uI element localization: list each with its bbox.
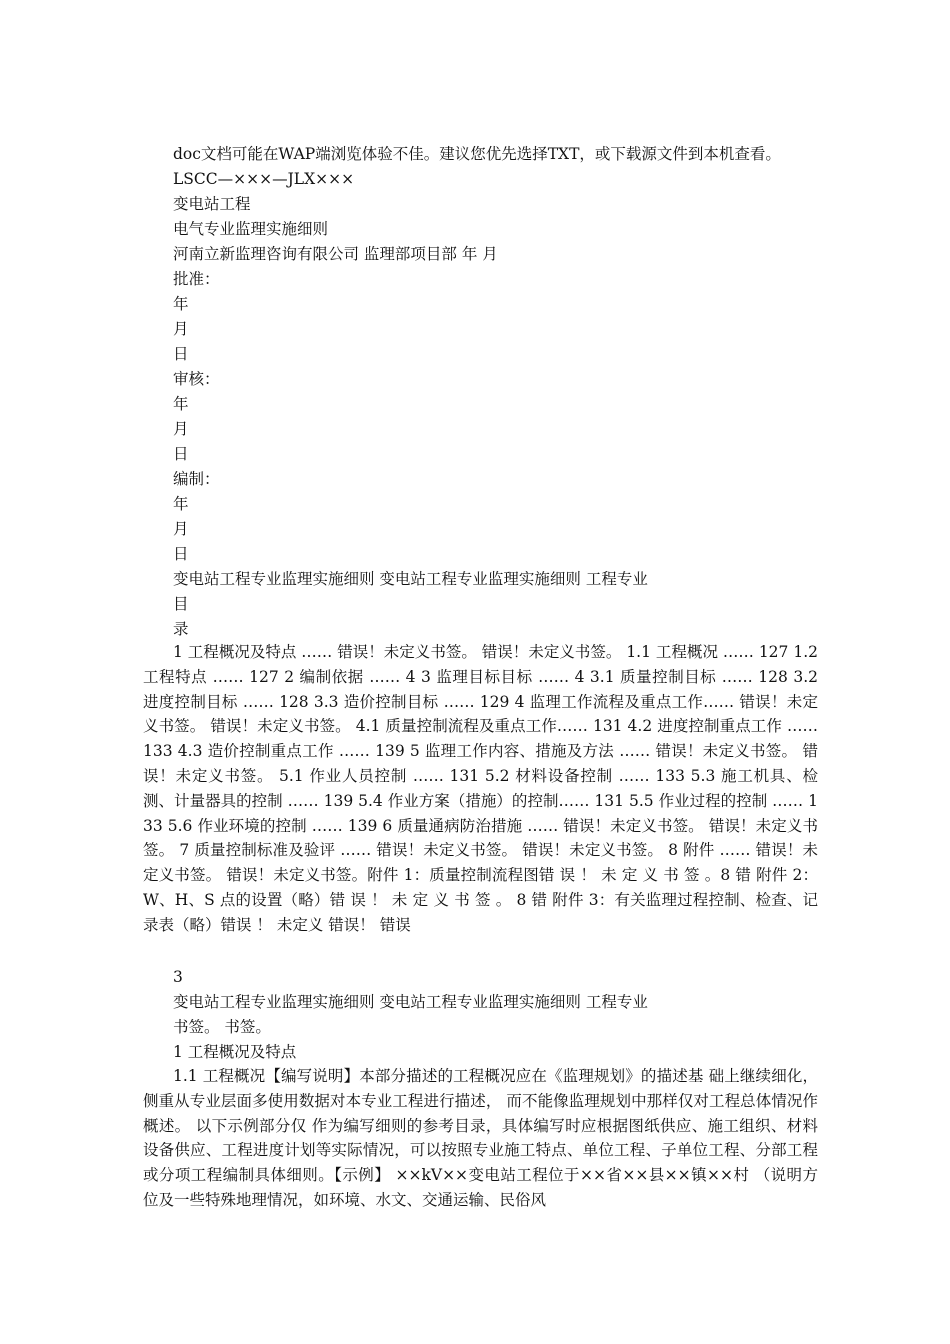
bookmark-fragment: 书签。 书签。 — [173, 1018, 271, 1036]
toc-title-char-2: 录 — [173, 620, 189, 638]
review-label: 审核： — [173, 370, 220, 388]
browse-notice: doc文档可能在WAP端浏览体验不佳。建议您优先选择TXT，或下载源文件到本机查看。 — [173, 145, 781, 163]
company-line: 河南立新监理咨询有限公司 监理部项目部 年 月 — [173, 245, 498, 263]
project-name: 变电站工程 — [173, 195, 251, 213]
document-title: 电气专业监理实施细则 — [173, 220, 329, 238]
approve-day: 日 — [173, 345, 189, 363]
approve-year: 年 — [173, 295, 189, 313]
compile-month: 月 — [173, 520, 189, 538]
running-header: 变电站工程专业监理实施细则 变电站工程专业监理实施细则 工程专业 — [173, 570, 648, 588]
section-heading: 1 工程概况及特点 — [173, 1043, 297, 1061]
section-body: 1.1 工程概况【编写说明】本部分描述的工程概况应在《监理规划》的描述基 础上继续细化，侧重从专业层面多使用数据对本专业工程进行描述， 而不能像监理规划中那样仅对工程总体情况作概述。 以下示例部分仅 作为编写细则的参考目录，具体编写时应根据图纸供应、施工组织、材料设备供应、工程进度计划等实际情况，可以按照专业施工特点、单位工程、子单位工程、分部工程或分项工程编制具体细则。【示例】 ××kV××变电站工程位于××省××县××镇××村 （说明方 位及一些特殊地理情况，如环境、水文、交通运输、民俗风 — [143, 1067, 818, 1209]
running-header-2: 变电站工程专业监理实施细则 变电站工程专业监理实施细则 工程专业 — [173, 993, 648, 1011]
document-code: LSCC—×××—JLX××× — [173, 170, 355, 188]
toc-title-char-1: 目 — [173, 595, 189, 613]
review-month: 月 — [173, 420, 189, 438]
page-number: 3 — [173, 968, 183, 986]
table-of-contents: 1 工程概况及特点 …… 错误！未定义书签。 错误！未定义书签。 1.1 工程概况 …… 127 1.2 工程特点 …… 127 2 编制依据 …… 4 3 监理目标目标 …… 4 3.1 质量控制目标 …… 128 3.2 进度控制目标 …… 128 3.3 造价控制目标 …… 129 4 监理工作流程及重点工作…… 错误！未定义书签。 错误！未定义书签。 4.1 质量控制流程及重点工作…… 131 4.2 进度控制重点工作 …… 133 4.3 造价控制重点工作 …… 139 5 监理工作内容、措施及方法 …… 错误！未定义书签。 错误！未定义书签。 5.1 作业人员控制 …… 131 5.2 材料设备控制 …… 133 5.3 施工机具、检测、计量器具的控制 …… 139 5.4 作业方案（措施）的控制…… 131 5.5 作业过程的控制 …… 133 5.6 作业环境的控制 …… 139 6 质量通病防治措施 …… 错误！未定义书签。 错误！未定义书签。 7 质量控制标准及验评 …… 错误！未定义书签。 错误！未定义书签。 8 附件 …… 错误！未定义书签。 错误！未定义书签。附件 1：质量控制流程图错 误 ！ 未 定 义 书 签 。8 错 附件 2：W、H、S 点的设置（略）错 误 ！ 未 定 义 书 签 。 8 错 附件 3：有关监理过程控制、检查、记录表（略）错误 ！ 未定义 错误！ 错误 — [143, 643, 818, 934]
approve-label: 批准： — [173, 270, 220, 288]
review-year: 年 — [173, 395, 189, 413]
compile-label: 编制： — [173, 470, 220, 488]
compile-day: 日 — [173, 545, 189, 563]
review-day: 日 — [173, 445, 189, 463]
compile-year: 年 — [173, 495, 189, 513]
approve-month: 月 — [173, 320, 189, 338]
